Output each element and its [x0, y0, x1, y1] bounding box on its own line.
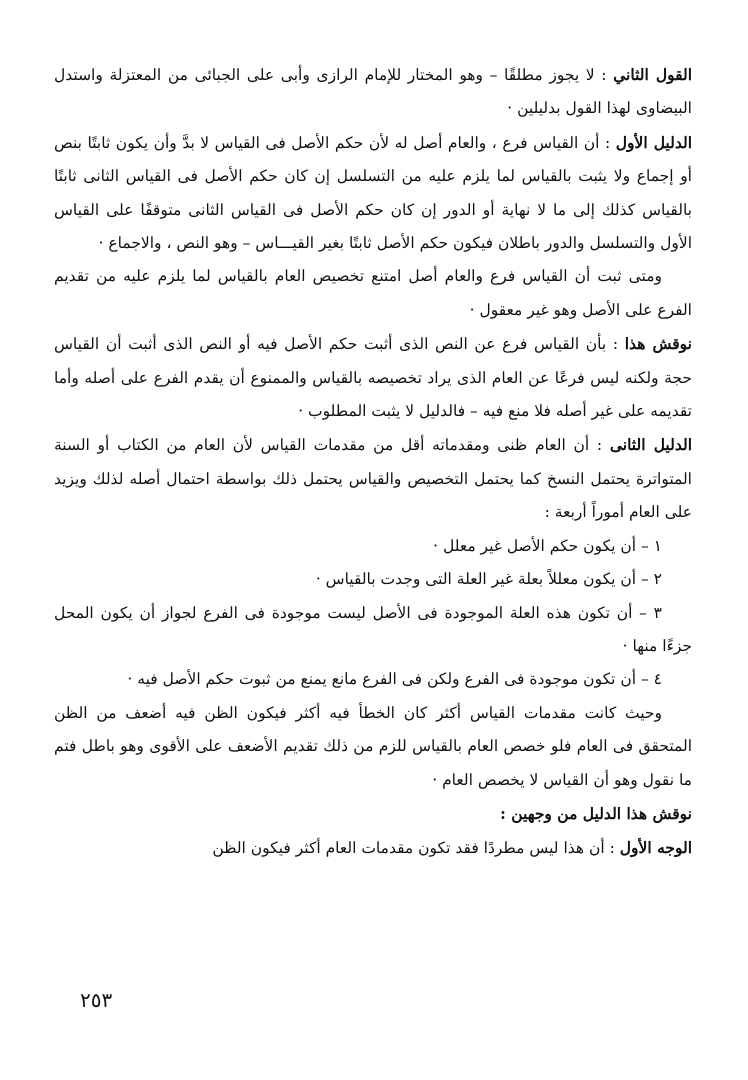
- paragraph-conclusion: [54, 697, 692, 797]
- paragraph-text: : أن القياس فرع ، والعام أصل له لأن حكم الأصل فى القياس لا بدَّ وأن يكون ثابتًا بنص أو إجماع ولا يثبت بالقياس لما يلزم عليه من التسلسل إن كان حكم الأصل فى القياس الثانى ثابتًا بالقياس كذلك إلى ما لا نهاية أو الدور إن كان حكم الأصل فى القياس الثانى متوقفًا على القياس الأول والتسلسل والدور باطلان فيكون حكم الأصل ثابتًا بغير القيـــاس – وهو النص ، والاجماع ·: [54, 133, 692, 253]
- paragraph-first-aspect: [54, 831, 692, 865]
- item-text: – أن يكون حكم الأصل غير معلل ·: [433, 536, 654, 555]
- heading-first-aspect: الوجه الأول: [619, 838, 692, 858]
- paragraph-text: : أن هذا ليس مطردًا فقد تكون مقدمات العام أكثر فيكون الظن: [212, 839, 620, 858]
- paragraph-text: وحيث كانت مقدمات القياس أكثر كان الخطأ فيه أكثر فيكون الظن فيه أضعف من الظن المتحقق فى العام فلو خصص العام بالقياس للزم من ذلك تقديم الأضعف على الأقوى وهو باطل فتم ما نقول وهو أن القياس لا يخصص العام ·: [54, 703, 692, 789]
- paragraph-rebuttal-two-aspects: [54, 797, 692, 831]
- paragraph-first-evidence: [54, 126, 692, 261]
- body-text: [54, 58, 692, 866]
- list-item-3: [54, 597, 692, 664]
- item-number: ٢: [653, 570, 662, 589]
- paragraph-text: : لا يجوز مطلقًا – وهو المختار للإمام الرازى وأبى على الجبائى من المعتزلة واستدل البيضاوى لهذا القول بدليلين ·: [54, 66, 692, 118]
- heading-second-opinion: القول الثاني: [613, 65, 693, 84]
- paragraph-text: ومتى ثبت أن القياس فرع والعام أصل امتنع تخصيص العام بالقياس لما يلزم عليه من تقديم الفرع على الأصل وهو غير معقول ·: [54, 267, 692, 319]
- paragraph-consequence: [54, 260, 692, 327]
- item-text: – أن يكون معللاً بعلة غير العلة التى وجدت بالقياس ·: [315, 570, 654, 589]
- paragraph-text: : أن العام ظنى ومقدماته أقل من مقدمات القياس لأن العام من الكتاب أو السنة المتواترة يحتمل النسخ كما يحتمل التخصيص والقياس يحتمل ذلك بواسطة احتمال أصله لذلك ويزيد على العام أموراً أربعة :: [54, 436, 692, 522]
- paragraph-text: : بأن القياس فرع عن النص الذى أثبت حكم الأصل فيه أو النص الذى أثبت أن القياس حجة ولكنه ليس فرعًا عن العام الذى يراد تخصيصه بالقياس والممنوع أن يقدم الفرع على أصله وأما تقديمه على غير أصله فلا منع فيه – فالدليل لا يثبت المطلوب ·: [54, 335, 692, 421]
- item-number: ٣: [653, 603, 662, 622]
- heading-first-evidence: الدليل الأول: [615, 132, 693, 152]
- list-item-4: [54, 663, 692, 696]
- list-item-2: [54, 563, 692, 596]
- list-item-1: [54, 530, 692, 563]
- item-text: – أن تكون هذه العلة الموجودة فى الأصل ليست موجودة فى الفرع لجواز أن يكون المحل جزءًا منها ·: [54, 603, 692, 655]
- item-text: – أن تكون موجودة فى الفرع ولكن فى الفرع مانع يمنع من ثبوت حكم الأصل فيه ·: [127, 670, 654, 689]
- paragraph-rebuttal: [54, 327, 692, 428]
- heading-rebuttal: نوقش هذا: [624, 334, 692, 354]
- heading-second-evidence: الدليل الثانى: [609, 435, 692, 455]
- item-number: ٤: [653, 670, 662, 689]
- paragraph-second-evidence: [54, 428, 692, 529]
- heading-rebuttal-two-aspects: نوقش هذا الدليل من وجهين :: [500, 803, 692, 823]
- page-number: ٢٥٣: [80, 988, 113, 1012]
- item-number: ١: [653, 536, 662, 555]
- paragraph-second-opinion: [54, 58, 692, 126]
